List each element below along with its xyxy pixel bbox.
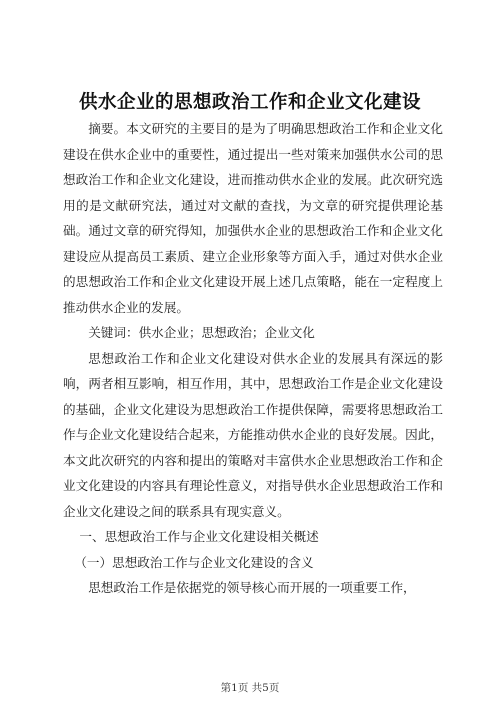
abstract-paragraph: 摘要。本文研究的主要目的是为了明确思想政治工作和企业文化建设在供水企业中的重要性，通过提出一些对策来加强供水公司的思想政治工作和企业文化建设，进而推动供水企业的发展。此次研究选用的是文献研究法，通过对文献的查找，为文章的研究提供理论基础。通过文章的研究得知，加强供水企业的思想政治工作和企业文化建设应从提高员工素质、建立企业形象等方面入手，通过对供水企业的思想政治工作和企业文化建设开展上述几点策略，能在一定程度上推动供水企业的发展。: [63, 121, 443, 315]
subsection-heading: （一）思想政治工作与企业文化建设的含义: [74, 554, 314, 570]
page-footer: 第1页 共5页: [220, 682, 280, 694]
document-title: 供水企业的思想政治工作和企业文化建设: [78, 92, 421, 113]
body-paragraph: 思想政治工作是依据党的领导核心而开展的一项重要工作，: [88, 580, 416, 595]
section-heading: 一、思想政治工作与企业文化建设相关概述: [79, 529, 319, 544]
document-body: [63, 116, 443, 601]
keywords-paragraph: 关键词：供水企业；思想政治；企业文化: [88, 325, 315, 340]
intro-paragraph: 思想政治工作和企业文化建设对供水企业的发展具有深远的影响，两者相互影响，相互作用，其中，思想政治工作是企业文化建设的基础，企业文化建设为思想政治工作提供保障，需要将思想政治工作与企业文化建设结合起来，方能推动供水企业的良好发展。因此，本文此次研究的内容和提出的策略对丰富供水企业思想政治工作和企业文化建设的内容具有理论性意义，对指导供水企业思想政治工作和企业文化建设之间的联系具有现实意义。: [63, 350, 443, 519]
